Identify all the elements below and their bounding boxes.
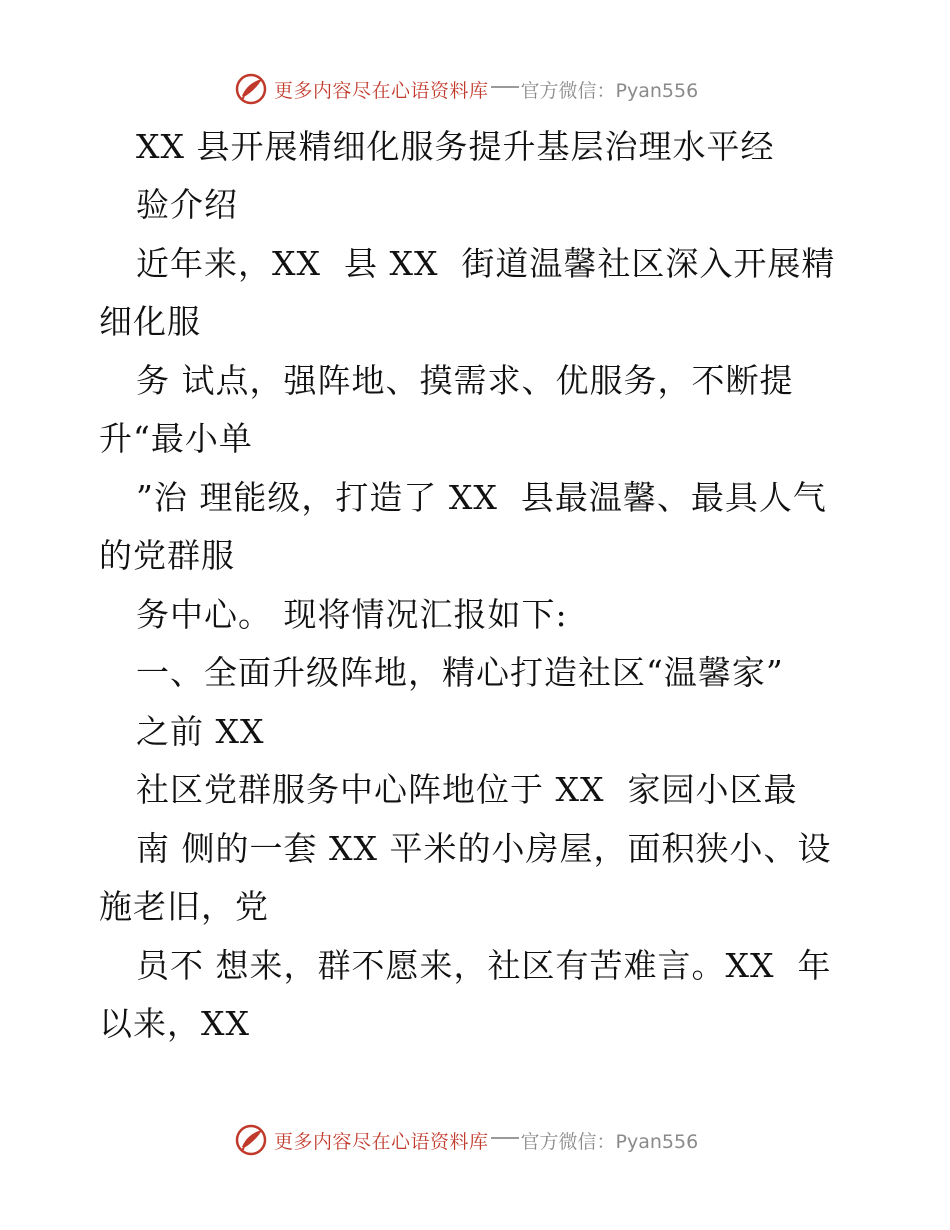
body-line: ”治 理能级，打造了 XX 县最温馨、最具人气 [136,478,827,517]
body-line: 务中心。 现将情况汇报如下: [136,595,568,634]
body-line: 社区党群服务中心阵地位于 XX 家园小区最 [136,770,798,809]
footer-banner [234,1122,714,1158]
body-line: 一、全面升级阵地，精心打造社区“温馨家” [136,653,784,692]
body-line: 务 试点，强阵地、摸需求、优服务，不断提 [136,361,794,400]
body-line: 南 侧的一套 XX 平米的小房屋，面积狭小、设 [136,829,832,868]
banner-subtitle: 官方微信：Pyan556 [520,1130,699,1153]
body-line: 员不 想来，群不愿来，社区有苦难言。XX 年 [136,946,832,985]
body-line: 之前 XX [136,712,265,751]
body-line: 近年来，XX 县 XX 街道温馨社区深入开展精 [136,244,836,283]
body-line: 验介绍 [136,185,238,224]
header-banner [234,71,714,107]
body-line: 施老旧，党 [99,887,269,926]
body-line: 细化服 [99,302,201,341]
banner-title: 更多内容尽在心语资料库 [274,1130,489,1153]
pen-logo-icon [234,1123,268,1157]
body-line: 以来，XX [99,1004,250,1043]
banner-subtitle: 官方微信：Pyan556 [520,79,699,102]
banner-divider [491,86,519,88]
body-line: 的党群服 [99,536,235,575]
body-line: XX 县开展精细化服务提升基层治理水平经 [136,127,775,166]
banner-title: 更多内容尽在心语资料库 [274,79,489,102]
pen-logo-icon [234,72,268,106]
body-line: 升“最小单 [99,419,253,458]
banner-divider [491,1137,519,1139]
